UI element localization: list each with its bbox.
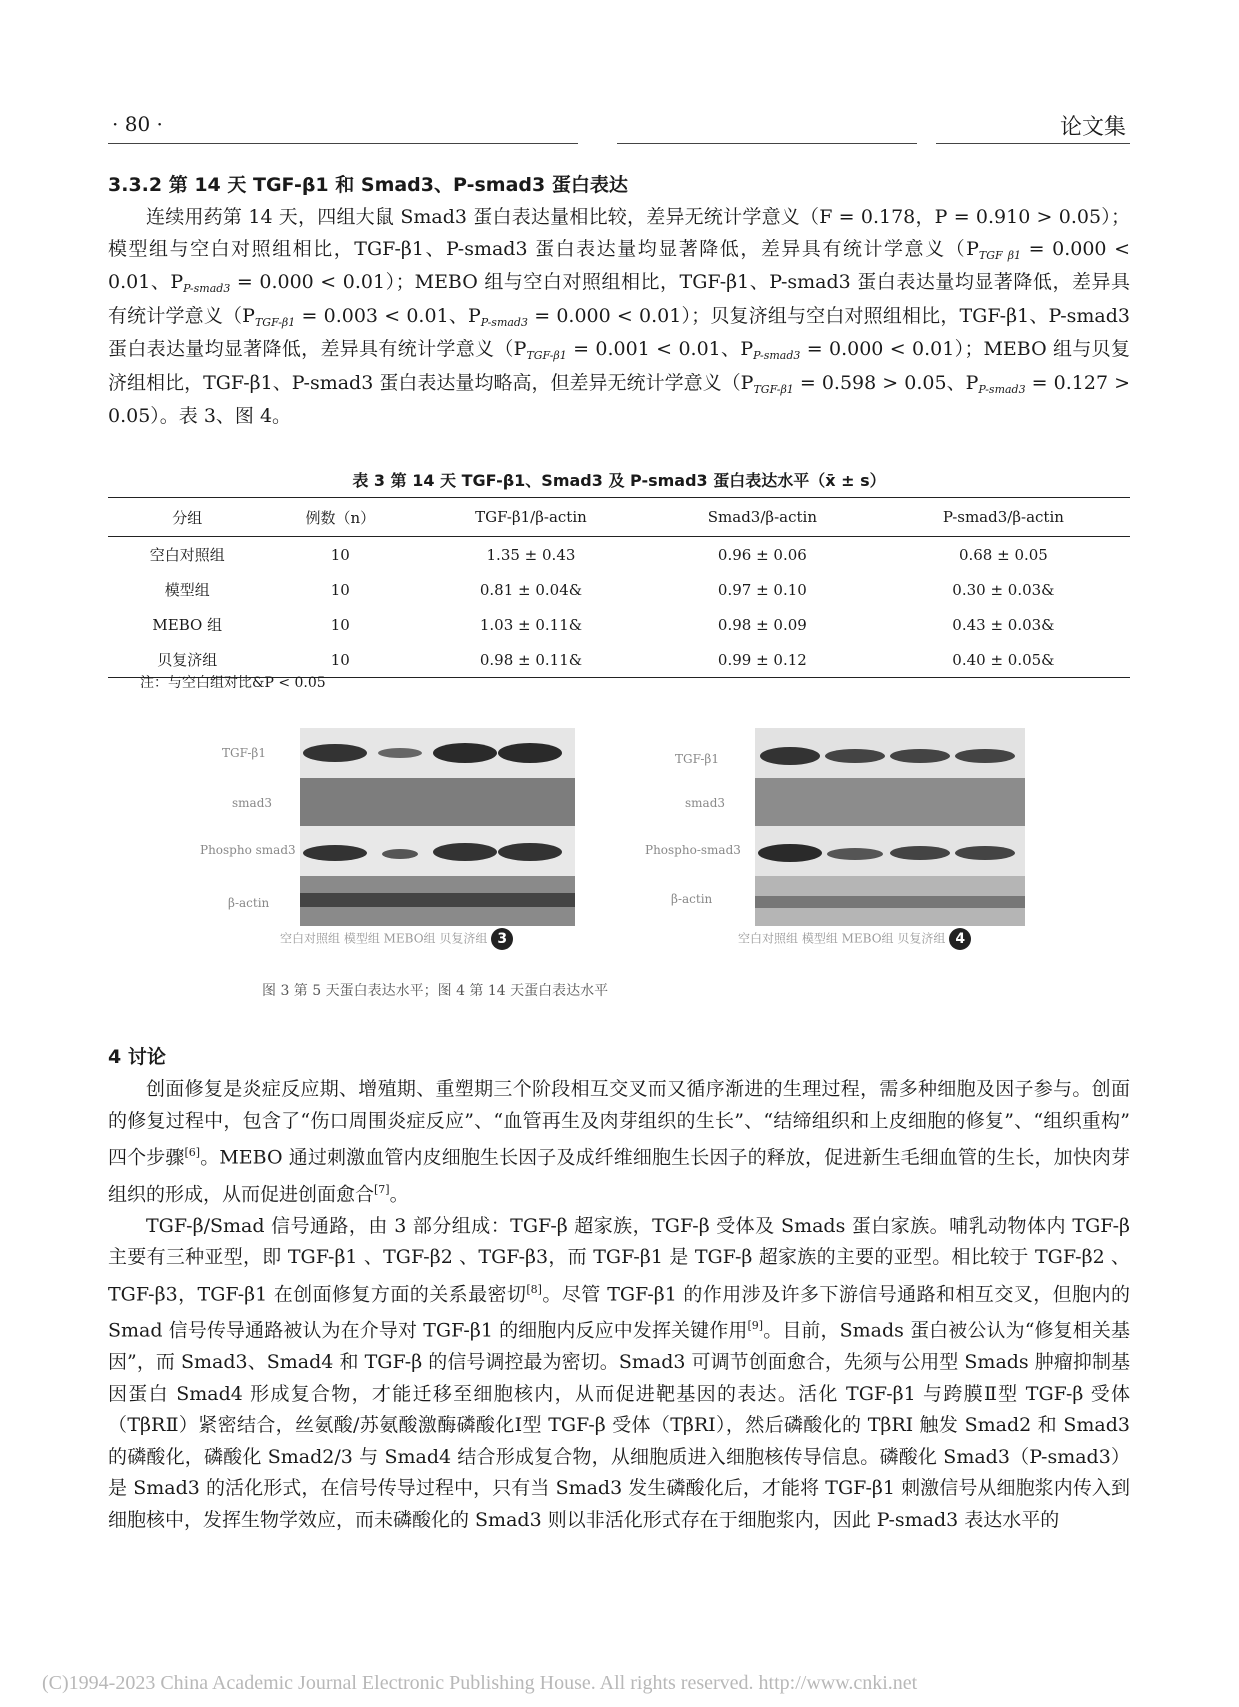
table-row	[108, 537, 1130, 573]
blot-label: smad3	[232, 796, 273, 810]
table-3	[108, 497, 1130, 678]
blot-label: smad3	[685, 796, 726, 810]
table-header-row	[108, 498, 1130, 537]
table-cell: 0.81 ± 0.04&	[479, 580, 583, 599]
table-cell: 0.43 ± 0.03&	[952, 615, 1055, 634]
section-332-heading: 3.3.2 第 14 天 TGF-β1 和 Smad3、P-smad3 蛋白表达	[108, 174, 628, 196]
col-header: 例数（n）	[267, 498, 415, 537]
figure-3-blot-image	[200, 728, 580, 953]
paragraph: TGF-β/Smad 信号通路，由 3 部分组成：TGF-β 超家族，TGF-β 受体及 Smads 蛋白家族。哺乳动物体内 TGF-β 主要有三种亚型，即 TGF-β1 、TGF-β2 、TGF-β3，而 TGF-β1 是 TGF-β 超家族的主要的亚型。相比较于 TGF-β2 、TGF-β3，TGF-β1 在创面修复方面的关系最密切[8]。尽管 TGF-β1 的作用涉及许多下游信号通路和相互交叉，但胞内的 Smad 信号传导通路被认为在介导对 TGF-β1 的细胞内反应中发挥关键作用[9]。目前，Smads 蛋白被公认为“修复相关基因”，而 Smad3、Smad4 和 TGF-β 的信号调控最为密切。Smad3 可调节创面愈合，先须与公用型 Smads 肿瘤抑制基因蛋白 Smad4 形成复合物，才能迁移至细胞核内，从而促进靶基因的表达。活化 TGF-β1 与跨膜Ⅱ型 TGF-β 受体（TβRⅡ）紧密结合，丝氨酸/苏氨酸激酶磷酸化Ⅰ型 TGF-β 受体（TβRI），然后磷酸化的 TβRI 触发 Smad2 和 Smad3 的磷酸化，磷酸化 Smad2/3 与 Smad4 结合形成复合物，从细胞质进入细胞核传导信息。磷酸化 Smad3（P-smad3）是 Smad3 的活化形式，在信号传导过程中，只有当 Smad3 发生磷酸化后，才能将 TGF-β1 刺激信号从细胞浆内传入到细胞核中，发挥生物学效应，而未磷酸化的 Smad3 则以非活化形式存在于细胞浆内，因此 P-smad3 表达水平的	[108, 1214, 1130, 1531]
col-header: P-smad3/β-actin	[877, 498, 1130, 537]
table-3-note: 注：与空白组对比&P < 0.05	[140, 675, 326, 691]
table-cell: 0.30 ± 0.03&	[952, 580, 1055, 599]
table-cell: MEBO 组	[152, 616, 223, 634]
table-row	[108, 572, 1130, 607]
col-header: TGF-β1/β-actin	[414, 498, 648, 537]
table-cell: 10	[330, 545, 350, 564]
table-cell: 0.98 ± 0.11&	[414, 642, 648, 678]
section-4-body	[108, 1074, 1130, 1536]
paragraph: 创面修复是炎症反应期、增殖期、重塑期三个阶段相互交叉而又循序渐进的生理过程，需多种细胞及因子参与。创面的修复过程中，包含了“伤口周围炎症反应”、“血管再生及肉芽组织的生长”、“结缔组织和上皮细胞的修复”、“组织重构” 四个步骤[6]。MEBO 通过刺激血管内皮细胞生长因子及成纤维细胞生长因子的释放，促进新生毛细血管的生长，加快肉芽组织的形成，从而促进创面愈合[7]。	[108, 1078, 1130, 1206]
table-cell: 空白对照组	[149, 546, 225, 564]
table-3-caption: 表 3 第 14 天 TGF-β1、Smad3 及 P-smad3 蛋白表达水平（x̄ ± s）	[352, 471, 886, 490]
figure-4-lane-labels: 空白对照组 模型组 MEBO组 贝复济组 4	[738, 928, 971, 950]
figure-3-badge: 3	[491, 928, 513, 950]
table-cell: 0.97 ± 0.10	[717, 580, 807, 599]
col-header: Smad3/β-actin	[648, 498, 877, 537]
header-rule-right	[936, 143, 1130, 144]
figure-3	[200, 728, 580, 953]
table-cell: 10	[330, 615, 350, 634]
page-number: · 80 ·	[112, 112, 163, 136]
table-cell: 贝复济组	[108, 642, 267, 678]
table-cell: 0.68 ± 0.05	[958, 545, 1048, 564]
header-rule-left	[108, 143, 578, 144]
journal-title: 论文集	[1060, 115, 1127, 140]
figure-4	[645, 728, 1035, 953]
section-332-paragraph: 连续用药第 14 天，四组大鼠 Smad3 蛋白表达量相比较，差异无统计学意义（F = 0.178，P = 0.910 > 0.05）；模型组与空白对照组相比，TGF-β1、P-smad3 蛋白表达量均显著降低，差异具有统计学意义（$P_{TGF \beta 1} = 0.000 < 0.01$、$P_{P-smad3} = 0.000 < 0.01$）；MEBO 组与空白对照组相比，TGF-β1、P-smad3 蛋白表达量均显著降低，差异具有统计学意义（$P_{TGF-\beta 1} = 0.003 < 0.01$、$P_{P-smad3} = 0.000 < 0.01$）；贝复济组与空白对照组相比，TGF-β1、P-smad3 蛋白表达量均显著降低，差异具有统计学意义（$P_{TGF-\beta 1} = 0.001 < 0.01$、$P_{P-smad3} = 0.000 < 0.01$）；MEBO 组与贝复济组相比，TGF-β1、P-smad3 蛋白表达量均略高，但差异无统计学意义（$P_{TGF-\beta 1} = 0.598 > 0.05$、$P_{P-smad3} = 0.127 > 0.05$）。表 3、图 4。	[108, 206, 1131, 427]
figure-caption: 图 3 第 5 天蛋白表达水平；图 4 第 14 天蛋白表达水平	[262, 983, 609, 999]
table-cell: 0.99 ± 0.12	[648, 642, 877, 678]
table-cell: 模型组	[164, 581, 210, 599]
table-cell: 0.96 ± 0.06	[717, 545, 807, 564]
table-row	[108, 607, 1130, 642]
blot-label: Phospho-smad3	[645, 843, 741, 857]
blot-label: Phospho smad3	[200, 843, 296, 857]
table-cell: 10	[267, 642, 415, 678]
blot-label: β-actin	[228, 896, 270, 910]
table-cell: 1.35 ± 0.43	[486, 545, 576, 564]
table-cell: 0.40 ± 0.05&	[877, 642, 1130, 678]
table-cell: 10	[330, 580, 350, 599]
figure-3-lane-labels: 空白对照组 模型组 MEBO组 贝复济组 3	[280, 928, 513, 950]
col-header: 分组	[108, 498, 267, 537]
copyright-footer: (C)1994-2023 China Academic Journal Electronic Publishing House. All rights reserved. http://www.cnki.net	[42, 1672, 918, 1694]
section-4-heading: 4 讨论	[108, 1046, 166, 1068]
blot-label: β-actin	[671, 892, 713, 906]
figure-4-badge: 4	[949, 928, 971, 950]
table-cell: 0.98 ± 0.09	[717, 615, 807, 634]
blot-label: TGF-β1	[675, 752, 720, 766]
blot-label: TGF-β1	[222, 746, 267, 760]
header-rule-middle	[617, 143, 917, 144]
table-cell: 1.03 ± 0.11&	[479, 615, 583, 634]
